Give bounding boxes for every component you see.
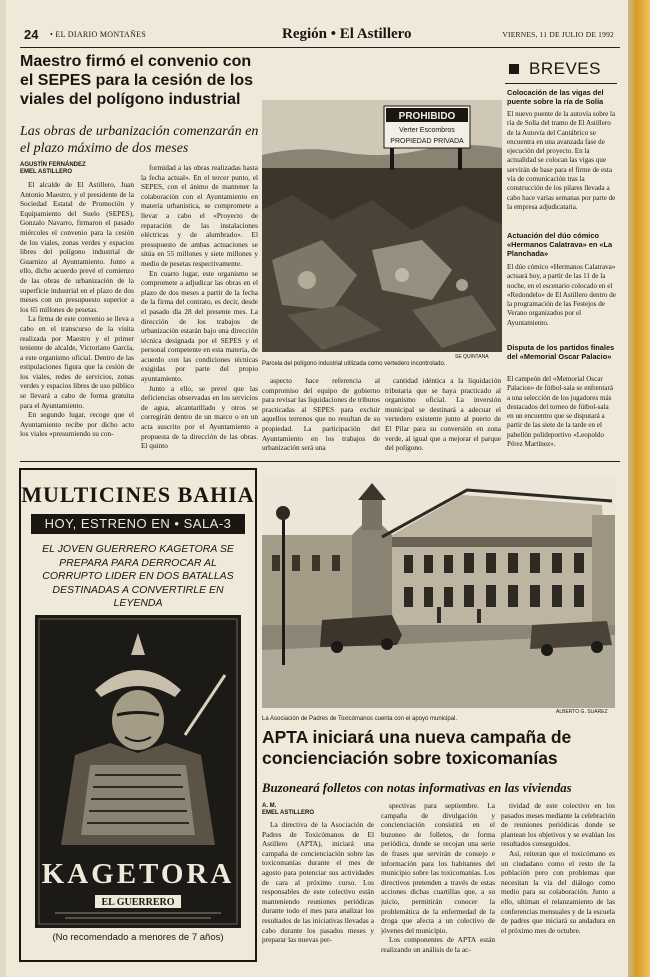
square-bullet-icon — [509, 64, 519, 74]
paragraph: formidad a las obras realizadas hasta la fecha actual». En el tercer punto, el SEPES, con el ánimo de mantener la colaboración con el Ayuntamiento en materia urbanística, se compromete a llevar a cabo el «Proyecto de reparación de las instalaciones eléctricas y de alumbrado». El presupuesto de ambas actuaciones se sitúa en 55 millones y siete millones y medio de pesetas respectivamente. — [141, 163, 258, 268]
town-hall-photo — [262, 475, 615, 708]
header-rule — [20, 47, 620, 48]
poster-title: KAGETORA — [41, 858, 235, 890]
advert-bar: HOY, ESTRENO EN • SALA-3 — [31, 514, 245, 534]
photo1-credit: SE QUINTANA — [455, 354, 489, 360]
paragraph: La firma de este convenio se lleva a cabo en el transcurso de la visita realizada por Maestro y el primer teniente de alcalde, Victoriano García, a este organismo oficial. Dentro de las estipulaciones figura que la cesión de los viales, redes de servicios, zonas verdes y espacios libres de uso público se llevará a cabo de forma gratuita para el Ayuntamiento. — [20, 314, 134, 410]
samurai-poster-image — [35, 615, 241, 928]
breve-body-2: El dúo cómico «Hermanos Calatrava» actuará hoy, a partir de las 11 de la noche, en el escenario colocado en el «Redondelo» de El Astillero dentro de la programación de las Festejos de Verano organizados por el Ayuntamiento. — [507, 263, 616, 327]
paragraph: La directiva de la Asociación de Padres de Toxicómanos de El Astillero (APTA), iniciará una campaña de concienciación sobre las toxicomanías durante el mes de agosto para potenciar sus actividades de cara al próximo curso. Los responsables de este colectivo están manteniendo reuniones periódicas durante todo el mes para analizar los resultados de las iniciativas llevadas a cabo durante los pasados meses y preparar las nuevas per- — [262, 820, 374, 945]
article1-column-3 — [262, 376, 380, 458]
breve-heading-2: Actuación del dúo cómico «Hermanos Calatrava» en «La Planchada» — [507, 231, 613, 258]
poster-subtitle: EL GUERRERO — [101, 897, 175, 908]
sign-verter: Verter Escombros — [399, 127, 455, 134]
article1-byline — [20, 162, 86, 176]
paragraph: aspecto hace referencia al compromiso del equipo de gobierno para revisar las liquidaciones de tributos practicadas al SEPES para excluir aquellos terrenos que no resultan de su propiedad. La participación del Ayuntamiento en los trabajos de urbanización será una — [262, 376, 380, 453]
breve-heading-3: Disputa de los partidos finales del «Memorial Oscar Palacio» — [507, 343, 615, 361]
section-title: Región • El Astillero — [282, 26, 412, 42]
issue-date: VIERNES, 11 DE JULIO DE 1992 — [502, 30, 614, 39]
article2-headline: APTA iniciará una nueva campaña de concienciación sobre toxicomanías — [262, 727, 572, 768]
photo1-caption: Parcela del polígono industrial utilizada como vertedero incontrolado. — [262, 361, 446, 367]
breves-title: BREVES — [529, 59, 601, 78]
page-edge-shadow — [0, 0, 6, 977]
advert-footer: (No recomendado a menores de 7 años) — [52, 932, 224, 943]
landfill-photo — [262, 100, 502, 352]
landfill-photo-image — [262, 100, 502, 352]
page-number: 24 — [24, 27, 39, 42]
paragraph: En segundo lugar, recoge que el Ayuntamiento recibe por dicho acto los viales «presumiendo su con- — [20, 410, 134, 439]
article1-column-1 — [20, 180, 134, 458]
paragraph: tividad de este colectivo en los pasados meses mediante la celebración de reuniones periódicas donde se plantean los objetivos y se evalúan los resultados conseguidos. — [501, 801, 615, 849]
paragraph: En cuarto lugar, este organismo se compromete a adjudicar las obras en el plazo de dos meses a partir de la fecha de la firma del contrato, es decir, desde el pasado día 28 del presente mes. La dirección de los trabajos de urbanización estarán bajo una dirección técnica designada por el SEPES y el personal competente en esta materia, de acuerdo con las condiciones técnicas exigidas por parte del propio ayuntamiento. — [141, 268, 258, 384]
town-hall-photo-image — [262, 475, 615, 708]
paragraph: Así, reiteran que el toxicómano es un ciudadano como el resto de la población pero con problemas que necesitan la vía del diálogo como medio para su colaboración. Junto a ello, ultiman el relanzamiento de las conferencias mensuales y de la escuela de padres que iniciará su andadura en el próximo mes de octubre. — [501, 848, 615, 935]
article1-column-2 — [141, 163, 258, 458]
byline-org: EMEL ASTILLERO — [20, 169, 73, 175]
sign-prohibido: PROHIBIDO — [398, 111, 456, 122]
movie-poster — [35, 615, 241, 928]
byline-name: A. M. — [262, 803, 277, 809]
paragraph: Junto a ello, se prevé que las deficiencias observadas en los servicios de agua, alcantarillado y otros se corregirán dentro de un marco o en un acta suscrito por el Ayuntamiento a propuesta de la dirección de las obras. El quinto — [141, 383, 258, 451]
article2-column-2 — [381, 801, 495, 958]
photo2-caption: La Asociación de Padres de Toxicómanos cuenta con el apoyo municipal. — [262, 716, 458, 722]
breve-body-1: El nuevo puente de la autovía sobre la ría de Solía del tramo de El Astillero de la Autovía del Cantábrico se encuentra en una avanzada fase de ejecución del proyecto. En la actualidad se colocan las vigas que servirán de base para el firme de esta vía de comunicación tras la construcción de los pilares llevada a cabo hace varias semanas por parte de la empresa adjudicataria. — [507, 110, 616, 211]
photo2-credit: ALBERTO G. SUAREZ — [556, 709, 608, 715]
article2-byline — [262, 803, 314, 817]
byline-org: EMEL ASTILLERO — [262, 810, 315, 816]
article2-column-1 — [262, 820, 374, 958]
paragraph: cantidad idéntica a la liquidación tributaria que se haya practicado al organismo oficial. La inversión municipal se destinará a adecuar el vertedero existente junto al puerto de El Pilar para su conversión en zona verde, al igual que a mejorar el parque del polígono. — [385, 376, 501, 453]
publication-name: • EL DIARIO MONTAÑES — [50, 30, 147, 39]
article1-column-4 — [385, 376, 501, 458]
advert-tagline: EL JOVEN GUERRERO KAGETORA SE PREPARA PARA DERROCAR AL CORRUPTO LIDER EN DOS BATALLAS DESTINADAS A CONVERTIRLE EN LEYENDA — [42, 543, 234, 609]
paragraph: El alcalde de El Astillero, Juan Antonio Maestro, y el presidente de la Sociedad Estatal de Promoción y Equipamiento del Suelo (SEPES), Gonzalo Navarro, firmaron el pasado miércoles el convenio para la cesión de los viales, zonas verdes y espacios libres del polígono industrial de Guarnizo al Ayuntamiento. Junto a ello, dicho acuerdo prevé el comienzo de las obras de urbanización de la superficie industrial en el plazo de dos meses con un presupuesto superior a los 65 millones de pesetas. — [20, 180, 134, 314]
byline-name: AGUSTÍN FERNÁNDEZ — [20, 162, 86, 168]
breves-rule — [505, 83, 617, 84]
article1-deck: Las obras de urbanización comenzarán en el plazo máximo de dos meses — [20, 124, 259, 156]
advert-title: MULTICINES BAHIA — [21, 482, 255, 507]
section-divider — [20, 461, 620, 462]
paragraph: spectivas para septiembre. La campaña de divulgación y concienciación consistirá en el buzoneo de folletos, de forma periódica, donde se recojan una serie de frases que servirán de consejo e información para los habitantes del municipio sobre las toxicomanías. Los directivos pretenden a través de estas acciones dichas cuartillas que, a su juicio, permitirán conocer la problemática de la enfermedad de la droga que afecta a un colectivo de jóvenes del municipio. — [381, 801, 495, 935]
breve-heading-1: Colocación de las vigas del puente sobre la ría de Solía — [507, 88, 604, 106]
article2-deck: Buzoneará folletos con notas informativas en las viviendas — [262, 781, 572, 795]
article1-headline: Maestro firmó el convenio con el SEPES para la cesión de los viales del polígono industrial — [20, 53, 253, 108]
page-header — [24, 27, 614, 45]
article2-column-3 — [501, 801, 615, 958]
breves-header — [505, 58, 615, 82]
binding-spine — [628, 0, 650, 977]
cinema-advert — [19, 468, 257, 962]
paragraph: Los componentes de APTA están realizando un análisis de la ac- — [381, 935, 495, 954]
breve-body-3: El campeón del «Memorial Oscar Palacios» de fútbol-sala se enfrentará a una selección de los jugadores más destacados del torneo de fútbol-sala en un encuentro que se disputará a partir de las siete de la tarde en el pabellón polideportivo «Leopoldo Pérez Martínez». — [507, 375, 613, 449]
sign-propiedad: PROPIEDAD PRIVADA — [390, 138, 464, 145]
